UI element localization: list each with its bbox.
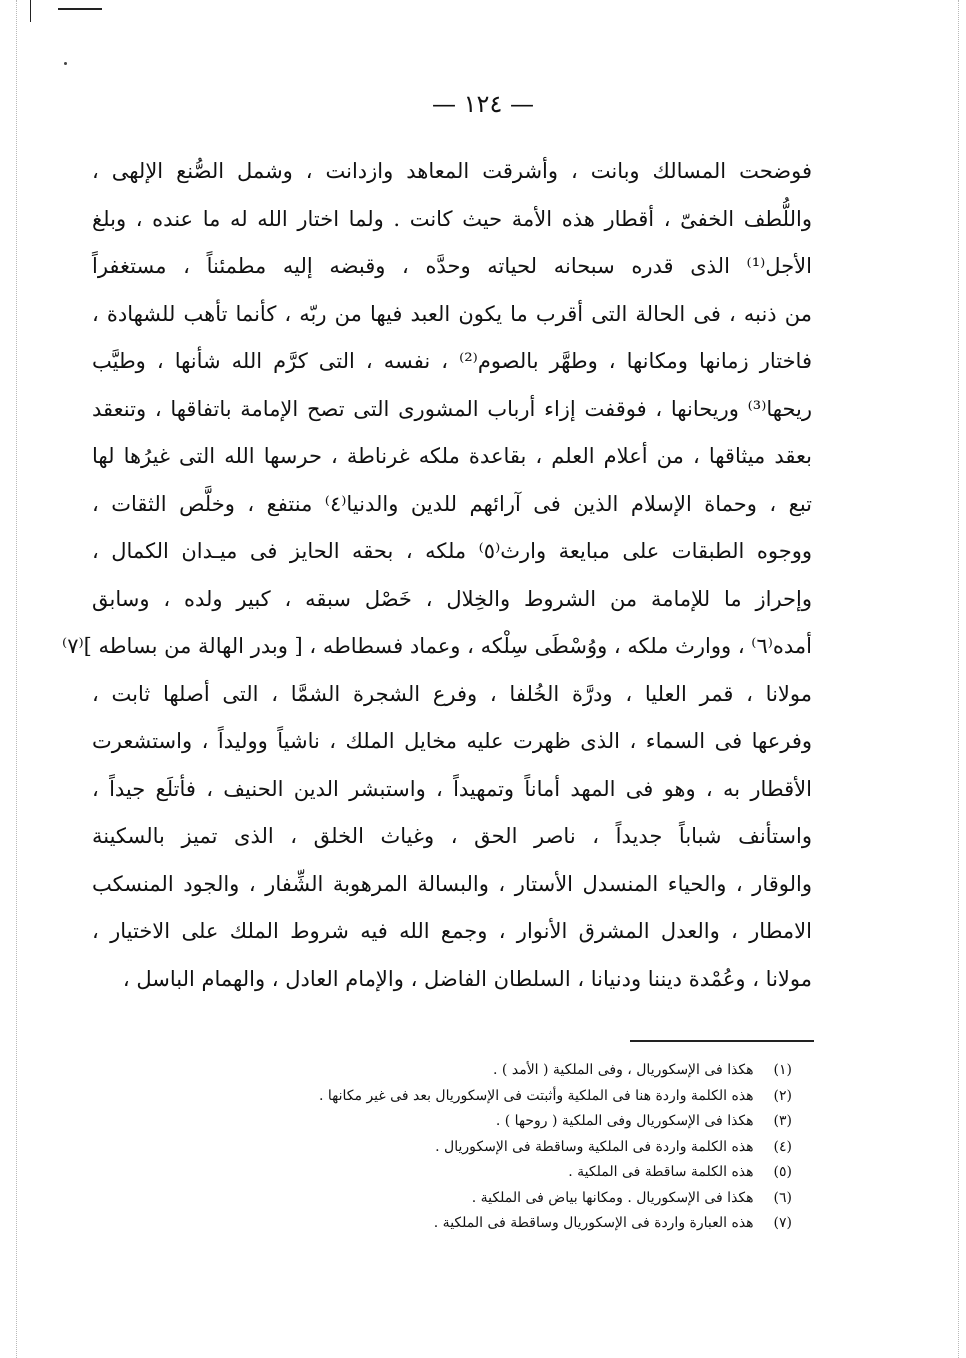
text-line: مولانا ، قمر العليا ، ودرَّة الخُلفا ، وفرع الشجرة الشمَّا ، التى أصلها ثابت ، [92, 681, 812, 706]
text-line: الامطار ، والعدل المشرق الأنوار ، وجمع الله فيه شروط الملك على الاختيار ، [92, 919, 812, 943]
footnote [180, 1160, 792, 1186]
scan-mark-edge [30, 0, 31, 22]
footnote-text: هذه الكلمة واردة هنا فى الملكية وأثبتت فى الإسكوريال بعد فى غير مكانها . [318, 1087, 754, 1104]
footnote-text: هذه الكلمة ساقطة فى الملكية . [568, 1164, 754, 1180]
text-line: واللُّطف الخفىّ ، أقطار هذه الأمة حيث كانت . ولما اختار الله له ما عنده ، وبلغ [92, 206, 812, 231]
page-fold-line-right [958, 0, 959, 1358]
footnote-number: (٧) [773, 1215, 792, 1231]
text-line: أمده⁽٦⁾ ، ووارث ملكه ، ووُسْطَى سِلْكه ، وعماد فسطاطه ، [ وبدر الهالة من بساطه ]⁽٧⁾ [62, 634, 812, 658]
footnote [180, 1109, 792, 1135]
text-line: فاختار زمانها ومكانها ، وطهَّر بالصوم⁽²⁾ ، نفسه ، التى كرَّم الله شأنها ، وطيَّب [92, 349, 812, 373]
text-line: الأقطار به ، وهو فى المهد أماناً وتمهيداً ، واستبشر الدين الحنيف ، فأتلَع جيداً ، [92, 776, 812, 801]
scan-mark-top [58, 8, 102, 10]
footnote [180, 1084, 792, 1110]
text-line: ريحها⁽³⁾ وريحانها ، فوقفت إزاء أرباب المشورى التى تصح الإمامة باتفاقها ، وتنعقد [92, 396, 812, 421]
footnote-number: (٥) [773, 1164, 792, 1180]
footnotes [180, 1058, 792, 1237]
text-line: مولانا ، وعُمْدة ديننا ودنيانا ، السلطان الفاضل ، والإمام العادل ، والهمام الباسل ، [122, 966, 812, 991]
page-number: — ١٢٤ — [432, 90, 534, 118]
page-fold-line [16, 0, 17, 1358]
text-line: وإحراز ما للإمامة من الشروط والخِلال ، خَصْل سبقه ، كبير ولده ، وسابق [92, 586, 812, 611]
text-line: فوضحت المسالك وبانت ، وأشرقت المعاهد وازدانت ، وشمل الصُّنع الإلهى ، [92, 159, 812, 183]
text-line: ووجوه الطبقات على مبايعة وارث⁽٥⁾ ملكه ، بحقه الحايز فى ميـدان الكمال ، [92, 539, 812, 563]
footnote-number: (١) [773, 1062, 792, 1078]
scan-speck [64, 62, 67, 65]
text-line: واستأنف شباباً جديداً ، ناصر الحق ، وغياث الخلق ، الذى تميز بالسكينة [92, 824, 812, 848]
footnote-text: هكذا فى الإسكوريال وفى الملكية ( روحها ) . [495, 1113, 754, 1129]
footnote-number: (٣) [773, 1113, 792, 1129]
text-line: من ذنبه ، فى الحالة التى أقرب ما يكون العبد فيها من ربّه ، كأنما تأهب للشهادة ، [92, 301, 812, 326]
text-line: بعقد ميثاقها ، من أعلام العلم ، بقاعدة ملكه غرناطة ، حرسها الله التى غيرُها لها [92, 444, 812, 468]
footnote-text: هذه الكلمة واردة فى الملكية وساقطة فى الإسكوريال . [435, 1138, 754, 1155]
footnote-text: هكذا فى الإسكوريال ، وفى الملكية ( الأمد ) . [493, 1062, 754, 1078]
footnote-number: (٤) [773, 1138, 792, 1155]
footnote [180, 1058, 792, 1084]
footnote-separator [630, 1040, 814, 1042]
text-line: والوقار ، والحياء المنسدل الأستار ، والبسالة المرهوبة الشِّفار ، والجود المنسكب [92, 871, 812, 896]
footnote-text: هذه العبارة واردة فى الإسكوريال وساقطة فى الملكية . [433, 1215, 754, 1231]
footnote-number: (٦) [773, 1189, 792, 1206]
footnote [180, 1186, 792, 1212]
text-line: تبع ، وحماة الإسلام الذين فى آرائهم للدين والدنيا⁽٤⁾ منتفع ، وخلَّص الثقات ، [92, 491, 812, 516]
body-text [62, 148, 813, 1003]
text-line: الأجل⁽¹⁾ الذى قدره سبحانه لحياته وحدَّه ، وقبضه إليه مطمئناً ، مستغفراً [92, 254, 812, 278]
footnote-text: هكذا فى الإسكوريال . ومكانها بياض فى الملكية . [471, 1189, 754, 1206]
footnote [180, 1211, 792, 1237]
footnote-number: (٢) [773, 1087, 792, 1104]
text-line: وفرعها فى السماء ، الذى ظهرت عليه مخايل الملك ، ناشياً ووليداً ، واستشعرت [92, 729, 813, 753]
footnote [180, 1135, 792, 1161]
